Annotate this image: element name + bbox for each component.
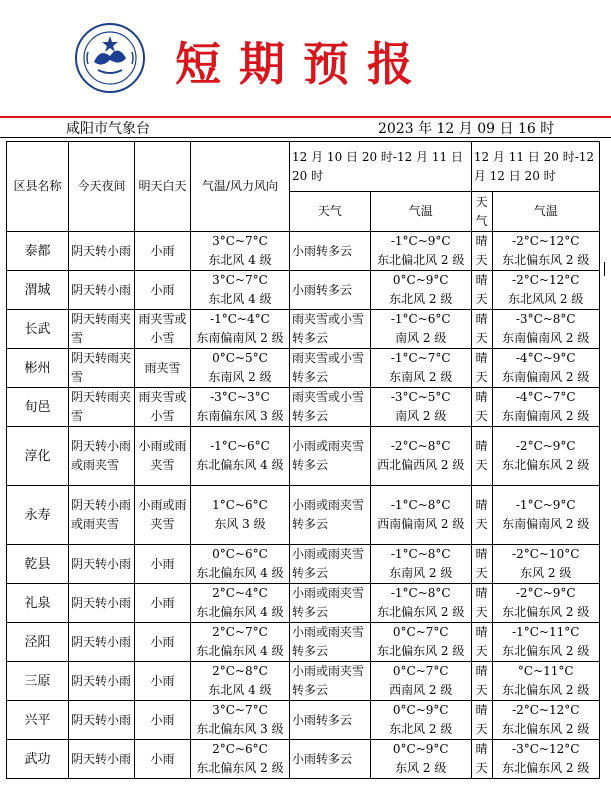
p2-weather-cell (471, 271, 492, 310)
tomorrow-weather-cell (135, 232, 191, 271)
table-row (7, 545, 600, 584)
p2-temp-wind-cell (492, 310, 600, 349)
table-row (7, 232, 600, 271)
header-p2-temp: 气温 (492, 192, 600, 232)
p1-temp-wind-wind: 东北偏东风 2 级 (377, 605, 465, 619)
p2-weather: 晴天 (475, 439, 488, 472)
p2-temp-wind-cell (492, 427, 600, 486)
district-name-cell (7, 486, 69, 545)
temp-wind: 2°C~7°C (212, 625, 268, 639)
p1-temp-wind: 0°C~9°C (392, 742, 449, 756)
temp-wind-wind: 东北偏东风 4 级 (196, 566, 284, 580)
tonight-weather: 阴天转小雨或雨夹雪 (70, 498, 131, 531)
p2-temp-wind: -2°C~12°C (512, 703, 580, 717)
table-row (7, 271, 600, 310)
p2-temp-wind-cell (492, 584, 600, 623)
p2-weather-cell (471, 486, 492, 545)
district-name: 乾县 (24, 556, 51, 572)
p2-weather-cell (471, 427, 492, 486)
tonight-weather: 阴天转雨夹雪 (70, 351, 131, 384)
temp-wind-cell (190, 349, 289, 388)
p1-temp-wind-wind: 南风 2 级 (395, 331, 447, 345)
tonight-weather: 阴天转小雨 (70, 282, 131, 297)
p1-weather: 小雨或雨夹雪转多云 (292, 625, 365, 658)
district-name-cell (7, 271, 69, 310)
tomorrow-weather: 小雨 (150, 634, 175, 649)
district-name: 渭城 (24, 282, 51, 298)
temp-wind-wind: 东北风 4 级 (208, 683, 272, 697)
tonight-weather: 阴天转小雨 (70, 673, 131, 688)
p1-weather-cell (290, 486, 371, 545)
p2-temp-wind-cell (492, 545, 600, 584)
p2-temp-wind-wind: 东北偏东风 2 级 (502, 458, 590, 472)
tonight-weather-cell (68, 271, 134, 310)
tonight-weather: 阴天转小雨或雨夹雪 (70, 439, 131, 472)
district-name: 武功 (24, 751, 51, 767)
p1-weather-cell (290, 427, 371, 486)
p1-temp-wind-cell (370, 584, 471, 623)
table-row (7, 388, 600, 427)
p2-weather-cell (471, 349, 492, 388)
p2-weather-cell (471, 701, 492, 740)
tomorrow-weather: 小雨或雨夹雪 (138, 498, 187, 531)
p2-temp-wind-cell (492, 701, 600, 740)
p2-weather: 晴天 (475, 273, 488, 306)
p2-temp-wind: °C~11°C (517, 664, 574, 678)
tomorrow-weather-cell (135, 310, 191, 349)
p2-temp-wind-wind: 东南偏南风 2 级 (502, 409, 590, 423)
p1-weather-cell (290, 740, 371, 779)
p1-temp-wind-cell (370, 545, 471, 584)
tomorrow-weather: 雨夹雪或小雪 (138, 312, 187, 345)
p2-temp-wind-cell (492, 740, 600, 779)
tonight-weather-cell (68, 740, 134, 779)
temp-wind: 2°C~6°C (212, 742, 268, 756)
district-name-cell (7, 545, 69, 584)
p1-temp-wind: -1°C~7°C (390, 351, 451, 365)
tonight-weather-cell (68, 349, 134, 388)
district-name: 泰都 (24, 243, 51, 259)
temp-wind: 0°C~6°C (212, 547, 268, 561)
temp-wind-cell (190, 623, 289, 662)
table-row (7, 584, 600, 623)
p1-temp-wind: 0°C~9°C (392, 273, 449, 287)
p2-temp-wind-wind: 东北偏东风 2 级 (502, 683, 590, 697)
p1-weather-cell (290, 545, 371, 584)
p2-weather: 晴天 (475, 547, 488, 580)
p1-weather-cell (290, 662, 371, 701)
district-name: 兴平 (24, 712, 51, 728)
margin-mark (604, 262, 605, 276)
district-name: 泾阳 (24, 634, 51, 650)
p1-temp-wind: -1°C~6°C (390, 312, 451, 326)
p1-weather: 雨夹雪或小雪转多云 (292, 390, 365, 423)
p1-temp-wind-wind: 东南风 2 级 (389, 370, 453, 384)
p1-temp-wind-cell (370, 310, 471, 349)
temp-wind: -1°C~4°C (210, 312, 270, 326)
p2-temp-wind: -4°C~9°C (515, 351, 576, 365)
p2-temp-wind: -4°C~7°C (515, 390, 576, 404)
district-name-cell (7, 584, 69, 623)
p1-weather-cell (290, 701, 371, 740)
p1-temp-wind-wind: 西南偏南风 2 级 (377, 517, 465, 531)
temp-wind-wind: 东北偏东风 4 级 (196, 605, 284, 619)
p1-temp-wind-wind: 东风 2 级 (395, 761, 447, 775)
temp-wind: 3°C~7°C (212, 234, 268, 248)
p1-temp-wind: -3°C~5°C (390, 390, 451, 404)
district-name-cell (7, 662, 69, 701)
temp-wind-wind: 东北偏东风 4 级 (196, 644, 284, 658)
tomorrow-weather-cell (135, 623, 191, 662)
p2-temp-wind-wind: 东北偏东风 2 级 (502, 644, 590, 658)
tonight-weather-cell (68, 701, 134, 740)
p1-temp-wind-cell (370, 427, 471, 486)
p2-temp-wind-wind: 东南偏南风 2 级 (502, 517, 590, 531)
tomorrow-weather: 小雨 (150, 595, 175, 610)
p2-temp-wind-wind: 东南偏南风 2 级 (502, 331, 590, 345)
p2-weather: 晴天 (475, 498, 488, 531)
p1-temp-wind-wind: 西南风 2 级 (389, 683, 453, 697)
header-p1-weather: 天气 (290, 192, 371, 232)
p1-weather: 小雨转多云 (292, 243, 353, 258)
district-name: 永寿 (24, 507, 51, 523)
tonight-weather: 阴天转小雨 (70, 556, 131, 571)
header-district: 区县名称 (7, 142, 69, 232)
p1-temp-wind-wind: 西北偏西风 2 级 (377, 458, 465, 472)
p1-weather: 小雨转多云 (292, 282, 353, 297)
p1-weather-cell (290, 232, 371, 271)
temp-wind: 2°C~8°C (212, 664, 268, 678)
temp-wind-wind: 东风 3 级 (214, 517, 266, 531)
tonight-weather: 阴天转雨夹雪 (70, 312, 131, 345)
p1-temp-wind-cell (370, 232, 471, 271)
issue-datetime: 2023 年 12 月 09 日 16 时 (378, 121, 555, 137)
header-p2-weather: 天气 (471, 192, 492, 232)
p2-weather: 晴天 (475, 234, 488, 267)
tomorrow-weather: 小雨 (150, 282, 175, 297)
p2-temp-wind: -2°C~9°C (515, 586, 576, 600)
p2-weather: 晴天 (475, 742, 488, 775)
temp-wind-cell (190, 232, 289, 271)
temp-wind: 1°C~6°C (212, 498, 268, 512)
district-name-cell (7, 740, 69, 779)
p1-temp-wind-wind: 东北偏东风 2 级 (377, 644, 465, 658)
district-name-cell (7, 388, 69, 427)
p1-weather-cell (290, 584, 371, 623)
p1-weather: 小雨或雨夹雪转多云 (292, 586, 365, 619)
temp-wind-wind: 东北风 4 级 (208, 292, 272, 306)
forecast-table (6, 141, 600, 779)
p2-weather: 晴天 (475, 390, 488, 423)
p2-weather-cell (471, 388, 492, 427)
tonight-weather: 阴天转雨夹雪 (70, 390, 131, 423)
tonight-weather-cell (68, 232, 134, 271)
district-name-cell (7, 701, 69, 740)
p1-temp-wind: 0°C~9°C (392, 703, 449, 717)
p2-temp-wind-wind: 东风 2 级 (520, 566, 572, 580)
tomorrow-weather-cell (135, 701, 191, 740)
district-name: 彬州 (24, 360, 51, 376)
tomorrow-weather-cell (135, 427, 191, 486)
tomorrow-weather: 小雨 (150, 556, 175, 571)
p1-temp-wind-cell (370, 349, 471, 388)
p2-weather-cell (471, 740, 492, 779)
p2-weather-cell (471, 662, 492, 701)
p2-weather: 晴天 (475, 312, 488, 345)
district-name: 旬邑 (24, 399, 51, 415)
p1-temp-wind-cell (370, 740, 471, 779)
tonight-weather-cell (68, 486, 134, 545)
p1-temp-wind-cell (370, 486, 471, 545)
page-title: 短期预报 (175, 37, 431, 91)
temp-wind-wind: 东南风 2 级 (208, 370, 272, 384)
p2-temp-wind: -3°C~12°C (512, 742, 580, 756)
p1-temp-wind: -1°C~8°C (390, 586, 451, 600)
tonight-weather-cell (68, 388, 134, 427)
p2-weather-cell (471, 545, 492, 584)
p2-weather: 晴天 (475, 625, 488, 658)
p2-weather-cell (471, 584, 492, 623)
temp-wind-cell (190, 427, 289, 486)
p2-temp-wind: -1°C~11°C (512, 625, 580, 639)
p1-weather: 小雨转多云 (292, 712, 353, 727)
tomorrow-weather: 小雨 (150, 673, 175, 688)
p1-temp-wind-wind: 东北风 2 级 (389, 292, 453, 306)
tomorrow-weather-cell (135, 662, 191, 701)
tomorrow-weather-cell (135, 740, 191, 779)
temp-wind-wind: 东北风 4 级 (208, 253, 272, 267)
temp-wind-wind: 东北偏东风 4 级 (196, 458, 284, 472)
p1-weather: 雨夹雪或小雪转多云 (292, 312, 365, 345)
temp-wind-cell (190, 388, 289, 427)
temp-wind: 2°C~4°C (212, 586, 268, 600)
tomorrow-weather: 小雨 (150, 243, 175, 258)
tonight-weather-cell (68, 427, 134, 486)
p2-temp-wind: -3°C~8°C (515, 312, 576, 326)
p1-temp-wind-wind: 南风 2 级 (395, 409, 447, 423)
temp-wind-cell (190, 584, 289, 623)
p2-temp-wind-cell (492, 486, 600, 545)
p1-temp-wind: -1°C~9°C (390, 234, 451, 248)
temp-wind-cell (190, 545, 289, 584)
p1-weather-cell (290, 271, 371, 310)
p2-temp-wind-cell (492, 388, 600, 427)
temp-wind-wind: 东北偏东风 3 级 (196, 722, 284, 736)
temp-wind-wind: 东北偏东风 2 级 (196, 761, 284, 775)
p2-temp-wind-wind: 东北偏东风 2 级 (502, 722, 590, 736)
p2-temp-wind-cell (492, 232, 600, 271)
district-name: 长武 (24, 321, 51, 337)
p2-weather-cell (471, 623, 492, 662)
tomorrow-weather-cell (135, 349, 191, 388)
p2-weather: 晴天 (475, 351, 488, 384)
p1-temp-wind-cell (370, 662, 471, 701)
p1-weather-cell (290, 310, 371, 349)
header-period-2: 12 月 11 日 20 时-12 月 12 日 20 时 (471, 142, 599, 192)
district-name: 三原 (24, 673, 51, 689)
table-row (7, 349, 600, 388)
p1-temp-wind-cell (370, 701, 471, 740)
p2-temp-wind: -2°C~12°C (512, 273, 580, 287)
table-row (7, 427, 600, 486)
tonight-weather-cell (68, 584, 134, 623)
temp-wind-cell (190, 662, 289, 701)
tonight-weather-cell (68, 662, 134, 701)
district-name-cell (7, 310, 69, 349)
header-tomorrow-day: 明天白天 (135, 142, 191, 232)
temp-wind: 3°C~7°C (212, 273, 268, 287)
p2-temp-wind-cell (492, 623, 600, 662)
temp-wind: -3°C~3°C (210, 390, 270, 404)
temp-wind: -1°C~6°C (210, 439, 270, 453)
tonight-weather: 阴天转小雨 (70, 712, 131, 727)
p1-temp-wind-cell (370, 388, 471, 427)
tonight-weather: 阴天转小雨 (70, 634, 131, 649)
table-row (7, 310, 600, 349)
p2-temp-wind: -1°C~9°C (515, 498, 576, 512)
tonight-weather: 阴天转小雨 (70, 751, 131, 766)
p1-weather: 小雨或雨夹雪转多云 (292, 664, 365, 697)
p2-temp-wind-wind: 东北偏东风 2 级 (502, 253, 590, 267)
p1-weather-cell (290, 388, 371, 427)
p2-weather: 晴天 (475, 664, 488, 697)
tonight-weather: 阴天转小雨 (70, 243, 131, 258)
district-name-cell (7, 232, 69, 271)
tonight-weather-cell (68, 623, 134, 662)
p2-temp-wind-cell (492, 349, 600, 388)
tonight-weather-cell (68, 545, 134, 584)
table-row (7, 701, 600, 740)
tomorrow-weather-cell (135, 584, 191, 623)
tomorrow-weather-cell (135, 271, 191, 310)
p2-temp-wind-wind: 东南偏南风 2 级 (502, 370, 590, 384)
header-temp-wind: 气温/风力风向 (190, 142, 289, 232)
district-name-cell (7, 427, 69, 486)
p1-temp-wind: 0°C~7°C (392, 625, 449, 639)
p1-temp-wind-wind: 东北偏北风 2 级 (377, 253, 465, 267)
temp-wind: 3°C~7°C (212, 703, 268, 717)
p1-temp-wind: -2°C~8°C (390, 439, 451, 453)
tonight-weather-cell (68, 310, 134, 349)
p1-weather: 小雨转多云 (292, 751, 353, 766)
header-rule (0, 137, 611, 138)
p1-temp-wind: 0°C~7°C (392, 664, 449, 678)
tomorrow-weather-cell (135, 545, 191, 584)
p2-temp-wind: -2°C~9°C (515, 439, 576, 453)
p1-weather: 小雨或雨夹雪转多云 (292, 547, 365, 580)
p1-temp-wind: -1°C~8°C (390, 498, 451, 512)
table-row (7, 740, 600, 779)
p1-temp-wind-cell (370, 623, 471, 662)
table-row (7, 623, 600, 662)
district-name-cell (7, 623, 69, 662)
tomorrow-weather: 小雨 (150, 751, 175, 766)
table-row (7, 486, 600, 545)
header-tonight: 今天夜间 (68, 142, 134, 232)
tomorrow-weather: 小雨 (150, 712, 175, 727)
temp-wind-cell (190, 310, 289, 349)
temp-wind-wind: 东南偏东风 3 级 (196, 409, 284, 423)
p1-weather: 小雨或雨夹雪转多云 (292, 439, 365, 472)
p2-temp-wind: -2°C~10°C (512, 547, 580, 561)
p2-weather-cell (471, 232, 492, 271)
issuer-name: 咸阳市气象台 (66, 121, 150, 137)
temp-wind-cell (190, 701, 289, 740)
table-row (7, 662, 600, 701)
p2-temp-wind-wind: 东北偏东风 2 级 (502, 605, 590, 619)
p2-temp-wind-cell (492, 271, 600, 310)
p2-temp-wind: -2°C~12°C (512, 234, 580, 248)
p1-weather: 雨夹雪或小雪转多云 (292, 351, 365, 384)
p1-temp-wind-cell (370, 271, 471, 310)
tonight-weather: 阴天转小雨 (70, 595, 131, 610)
p1-weather: 小雨或雨夹雪转多云 (292, 498, 365, 531)
p2-temp-wind-wind: 东北偏东风 2 级 (502, 761, 590, 775)
district-name: 礼泉 (24, 595, 51, 611)
tomorrow-weather-cell (135, 388, 191, 427)
p1-temp-wind: -1°C~8°C (390, 547, 451, 561)
header-period-1: 12 月 10 日 20 时-12 月 11 日 20 时 (290, 142, 472, 192)
tomorrow-weather: 雨夹雪 (144, 360, 181, 375)
p1-weather-cell (290, 623, 371, 662)
temp-wind-cell (190, 271, 289, 310)
tomorrow-weather: 雨夹雪或小雪 (138, 390, 187, 423)
temp-wind-cell (190, 740, 289, 779)
document-header (0, 0, 611, 140)
header-p1-temp: 气温 (370, 192, 471, 232)
p2-temp-wind-wind: 东北风风 2 级 (508, 292, 584, 306)
p2-weather: 晴天 (475, 586, 488, 619)
p1-temp-wind-wind: 东北风 2 级 (389, 722, 453, 736)
p1-weather-cell (290, 349, 371, 388)
p2-weather-cell (471, 310, 492, 349)
p2-temp-wind-cell (492, 662, 600, 701)
tomorrow-weather-cell (135, 486, 191, 545)
meteorological-logo-icon (74, 22, 146, 94)
district-name-cell (7, 349, 69, 388)
tomorrow-weather: 小雨或雨夹雪 (138, 439, 187, 472)
p2-weather: 晴天 (475, 703, 488, 736)
temp-wind-cell (190, 486, 289, 545)
district-name: 淳化 (24, 448, 51, 464)
p1-temp-wind-wind: 东南风 2 级 (389, 566, 453, 580)
temp-wind-wind: 东南偏南风 2 级 (196, 331, 284, 345)
temp-wind: 0°C~5°C (212, 351, 268, 365)
